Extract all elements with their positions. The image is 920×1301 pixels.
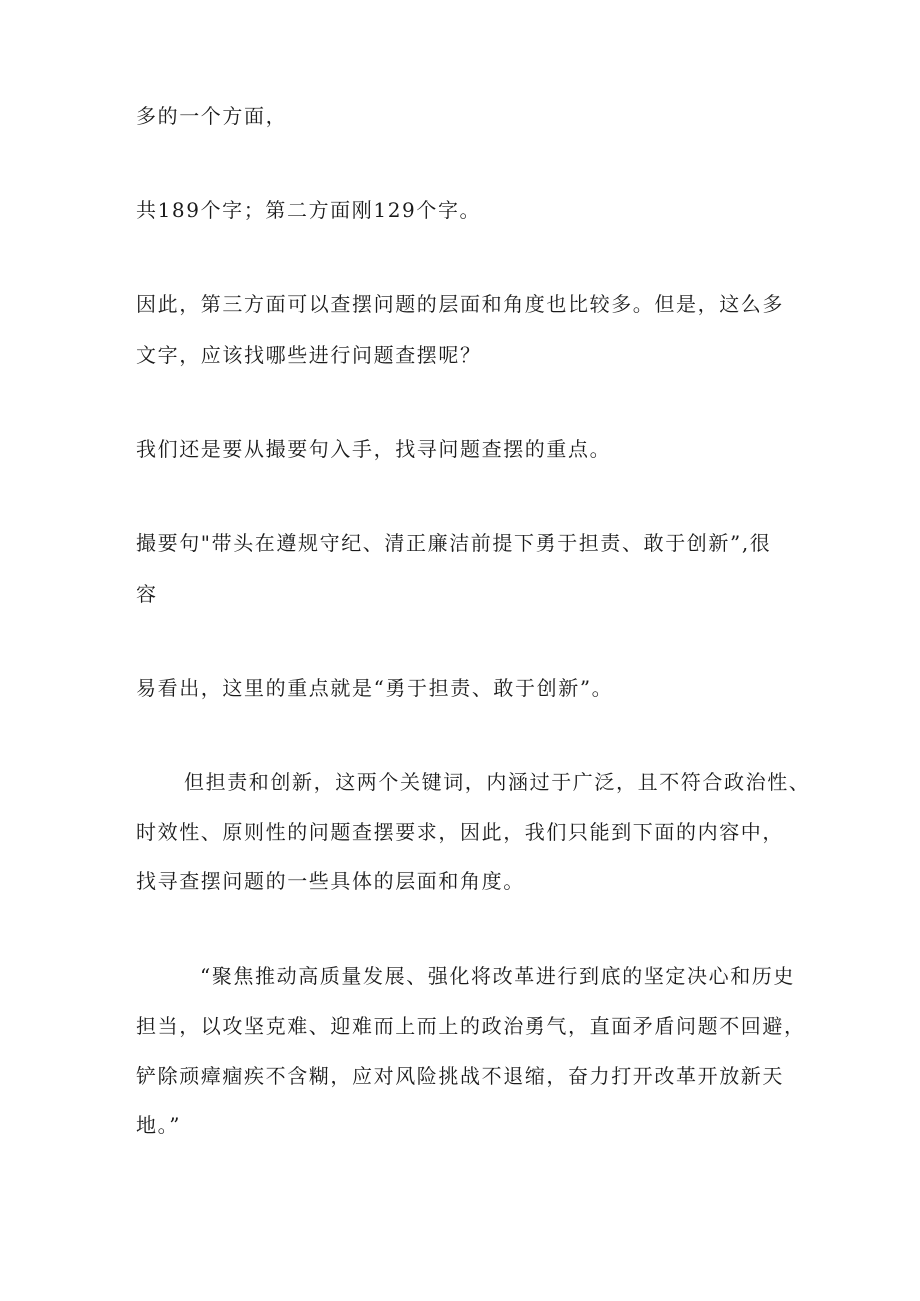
text-line-2: 共189个字；第二方面刚129个字。	[136, 198, 482, 222]
text-line-4: 文字，应该找哪些进行问题查摆呢？	[136, 343, 482, 367]
text-line-10: 时效性、原则性的问题查摆要求，因此，我们只能到下面的内容中，	[136, 820, 784, 844]
text-line-15: 地。”	[136, 1113, 182, 1137]
text-line-6: 撮要句"带头在遵规守纪、清正廉洁前提下勇于担责、敢于创新”,很	[136, 531, 772, 555]
text-line-7: 容	[136, 582, 158, 606]
text-line-3: 因此，第三方面可以查摆问题的层面和角度也比较多。但是，这么多	[136, 292, 784, 316]
text-line-9: 但担责和创新，这两个关键词，内涵过于广泛，且不符合政治性、	[184, 770, 811, 794]
text-line-11: 找寻查摆问题的一些具体的层面和角度。	[136, 869, 525, 893]
text-line-14: 铲除顽瘴痼疾不含糊，应对风险挑战不退缩，奋力打开改革开放新天	[136, 1064, 784, 1088]
text-line-8: 易看出，这里的重点就是“勇于担责、敢于创新”。	[136, 676, 614, 700]
text-line-13: 担当，以攻坚克难、迎难而上而上的政治勇气，直面矛盾问题不回避，	[136, 1014, 806, 1038]
text-line-12: “聚焦推动高质量发展、强化将改革进行到底的坚定决心和历史	[200, 964, 796, 988]
text-line-5: 我们还是要从撮要句入手，找寻问题查摆的重点。	[136, 437, 612, 461]
text-line-1: 多的一个方面，	[136, 104, 288, 128]
